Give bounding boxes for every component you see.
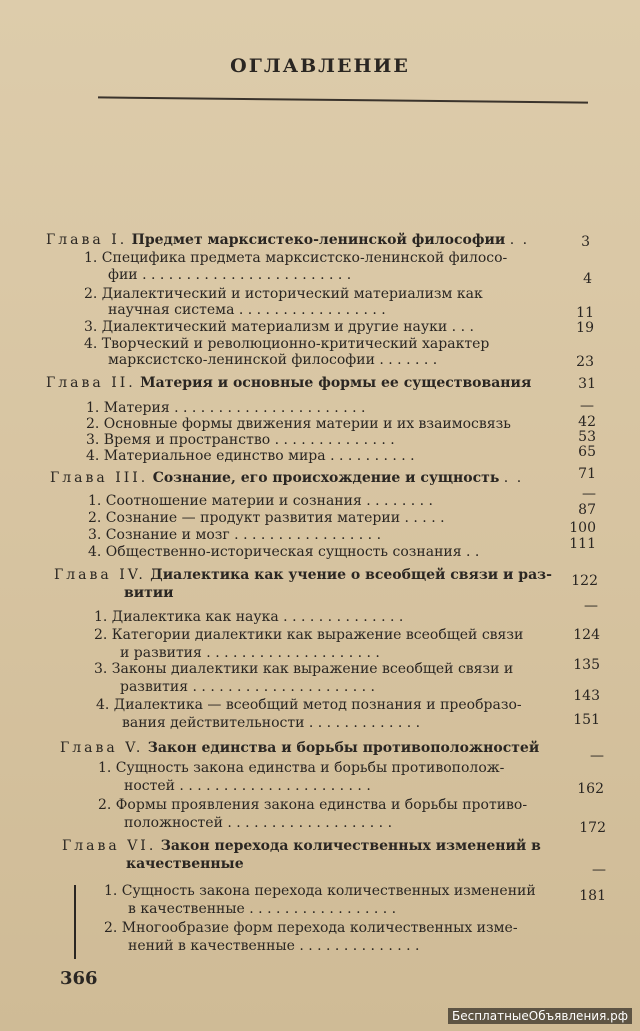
list-item: 3. Законы диалектики как выражение всеобщей связи и bbox=[94, 661, 514, 677]
list-item-continuation: нений в качественные . . . . . . . . . . . . . . bbox=[128, 938, 420, 954]
chapter-page: 3 bbox=[581, 234, 590, 250]
item-page: 162 bbox=[577, 781, 604, 797]
chapter-page: 71 bbox=[578, 466, 596, 482]
list-item: 1. Материя . . . . . . . . . . . . . . . . . . . . . . bbox=[86, 400, 366, 416]
chapter-heading bbox=[62, 838, 541, 854]
list-item: 2. Диалектический и исторический материализм как bbox=[84, 286, 483, 302]
chapter-label: Глава V. bbox=[60, 740, 144, 756]
item-page: — bbox=[592, 862, 606, 878]
chapter-title: витии bbox=[124, 585, 174, 601]
list-item-continuation: положностей . . . . . . . . . . . . . . . . . . . bbox=[124, 815, 393, 831]
item-page: 42 bbox=[578, 414, 596, 430]
list-item: 4. Материальное единство мира . . . . . . . . . . bbox=[86, 448, 415, 464]
list-item: 2. Основные формы движения материи и их взаимосвязь bbox=[86, 416, 511, 432]
chapter-title: Закон единства и борьбы противоположностей bbox=[147, 740, 540, 756]
list-item-continuation: научная система . . . . . . . . . . . . . . . . . bbox=[108, 302, 386, 318]
list-item: 2. Многообразие форм перехода количественных изме- bbox=[104, 920, 518, 936]
chapter-title: Материя и основные формы ее существования bbox=[140, 375, 532, 391]
chapter-title: Диалектика как учение о всеобщей связи и раз- bbox=[150, 567, 552, 583]
list-item: 1. Сущность закона единства и борьбы противополож- bbox=[98, 760, 505, 776]
list-item: 1. Диалектика как наука . . . . . . . . . . . . . . bbox=[94, 609, 404, 625]
chapter-dots: . . bbox=[509, 232, 530, 248]
list-item: 4. Общественно-историческая сущность сознания . . bbox=[88, 544, 480, 560]
chapter-label: Глава II. bbox=[46, 375, 136, 391]
chapter-heading bbox=[60, 740, 539, 756]
item-page: 11 bbox=[576, 305, 594, 321]
list-item: 2. Формы проявления закона единства и борьбы противо- bbox=[98, 797, 528, 813]
list-item-continuation: в качественные . . . . . . . . . . . . . . . . . bbox=[128, 901, 397, 917]
item-page: 111 bbox=[569, 536, 596, 552]
list-item-continuation: развития . . . . . . . . . . . . . . . . . . . . . bbox=[120, 679, 375, 695]
list-item: 1. Соотношение материи и сознания . . . . . . . . bbox=[88, 493, 433, 509]
chapter-heading-continuation bbox=[126, 856, 244, 872]
chapter-heading bbox=[46, 375, 531, 391]
list-item: 4. Диалектика — всеобщий метод познания и преобразо- bbox=[96, 697, 522, 713]
list-item-continuation: и развития . . . . . . . . . . . . . . . . . . . . bbox=[120, 645, 380, 661]
chapter-heading-continuation bbox=[124, 585, 174, 601]
chapter-label: Глава III. bbox=[50, 470, 149, 486]
chapter-title: качественные bbox=[126, 856, 244, 872]
item-page: — bbox=[582, 486, 596, 502]
item-page: 65 bbox=[578, 444, 596, 460]
chapter-label: Глава IV. bbox=[54, 567, 146, 583]
item-page: 143 bbox=[573, 688, 600, 704]
page-number: 366 bbox=[60, 968, 98, 989]
item-page: 135 bbox=[573, 657, 600, 673]
chapter-page: 151 bbox=[573, 712, 600, 728]
chapter-heading bbox=[46, 232, 529, 248]
item-page: 100 bbox=[569, 520, 596, 536]
list-item: 2. Сознание — продукт развития материи . . . . . bbox=[88, 510, 445, 526]
item-page: 181 bbox=[579, 888, 606, 904]
item-page: 19 bbox=[576, 320, 594, 336]
item-page: — bbox=[590, 748, 604, 764]
chapter-page: 31 bbox=[578, 376, 596, 392]
chapter-label: Глава I. bbox=[46, 232, 128, 248]
chapter-title: Сознание, его происхождение и сущность bbox=[152, 470, 500, 486]
chapter-heading bbox=[50, 470, 523, 486]
list-item: 3. Сознание и мозг . . . . . . . . . . . . . . . . . bbox=[88, 527, 382, 543]
chapter-label: Глава VI. bbox=[62, 838, 157, 854]
chapter-title: Предмет марксистеко-ленинской философии bbox=[131, 232, 506, 248]
chapter-title: Закон перехода количественных изменений в bbox=[160, 838, 541, 854]
list-item: 3. Время и пространство . . . . . . . . . . . . . . bbox=[86, 432, 395, 448]
chapter-dots: . . bbox=[503, 470, 524, 486]
page-title: ОГЛАВЛЕНИЕ bbox=[230, 55, 410, 77]
item-page: 4 bbox=[583, 271, 592, 287]
item-page: 87 bbox=[578, 502, 596, 518]
item-page: — bbox=[584, 598, 598, 614]
chapter-page: 172 bbox=[579, 820, 606, 836]
list-item-continuation: марксистско-ленинской философии . . . . . . . bbox=[108, 352, 438, 368]
item-page: 23 bbox=[576, 354, 594, 370]
item-page: — bbox=[580, 398, 594, 414]
list-item: 1. Специфика предмета марксистско-ленинской филосо- bbox=[84, 250, 508, 266]
list-item: 2. Категории диалектики как выражение всеобщей связи bbox=[94, 627, 524, 643]
item-page: 53 bbox=[578, 429, 596, 445]
list-item: 1. Сущность закона перехода количественных изменений bbox=[104, 883, 536, 899]
list-item: 4. Творческий и революционно-критический характер bbox=[84, 336, 490, 352]
chapter-page: 122 bbox=[571, 573, 598, 589]
list-item: 3. Диалектический материализм и другие науки . . . bbox=[84, 319, 474, 335]
item-page: 124 bbox=[573, 627, 600, 643]
watermark: БесплатныеОбъявления.рф bbox=[448, 1008, 632, 1024]
list-item-continuation: фии . . . . . . . . . . . . . . . . . . . . . . . . bbox=[108, 267, 352, 283]
chapter-heading bbox=[54, 567, 552, 583]
list-item-continuation: ностей . . . . . . . . . . . . . . . . . . . . . . bbox=[124, 778, 371, 794]
margin-mark bbox=[74, 885, 76, 959]
list-item-continuation: вания действительности . . . . . . . . . . . . . bbox=[122, 715, 421, 731]
